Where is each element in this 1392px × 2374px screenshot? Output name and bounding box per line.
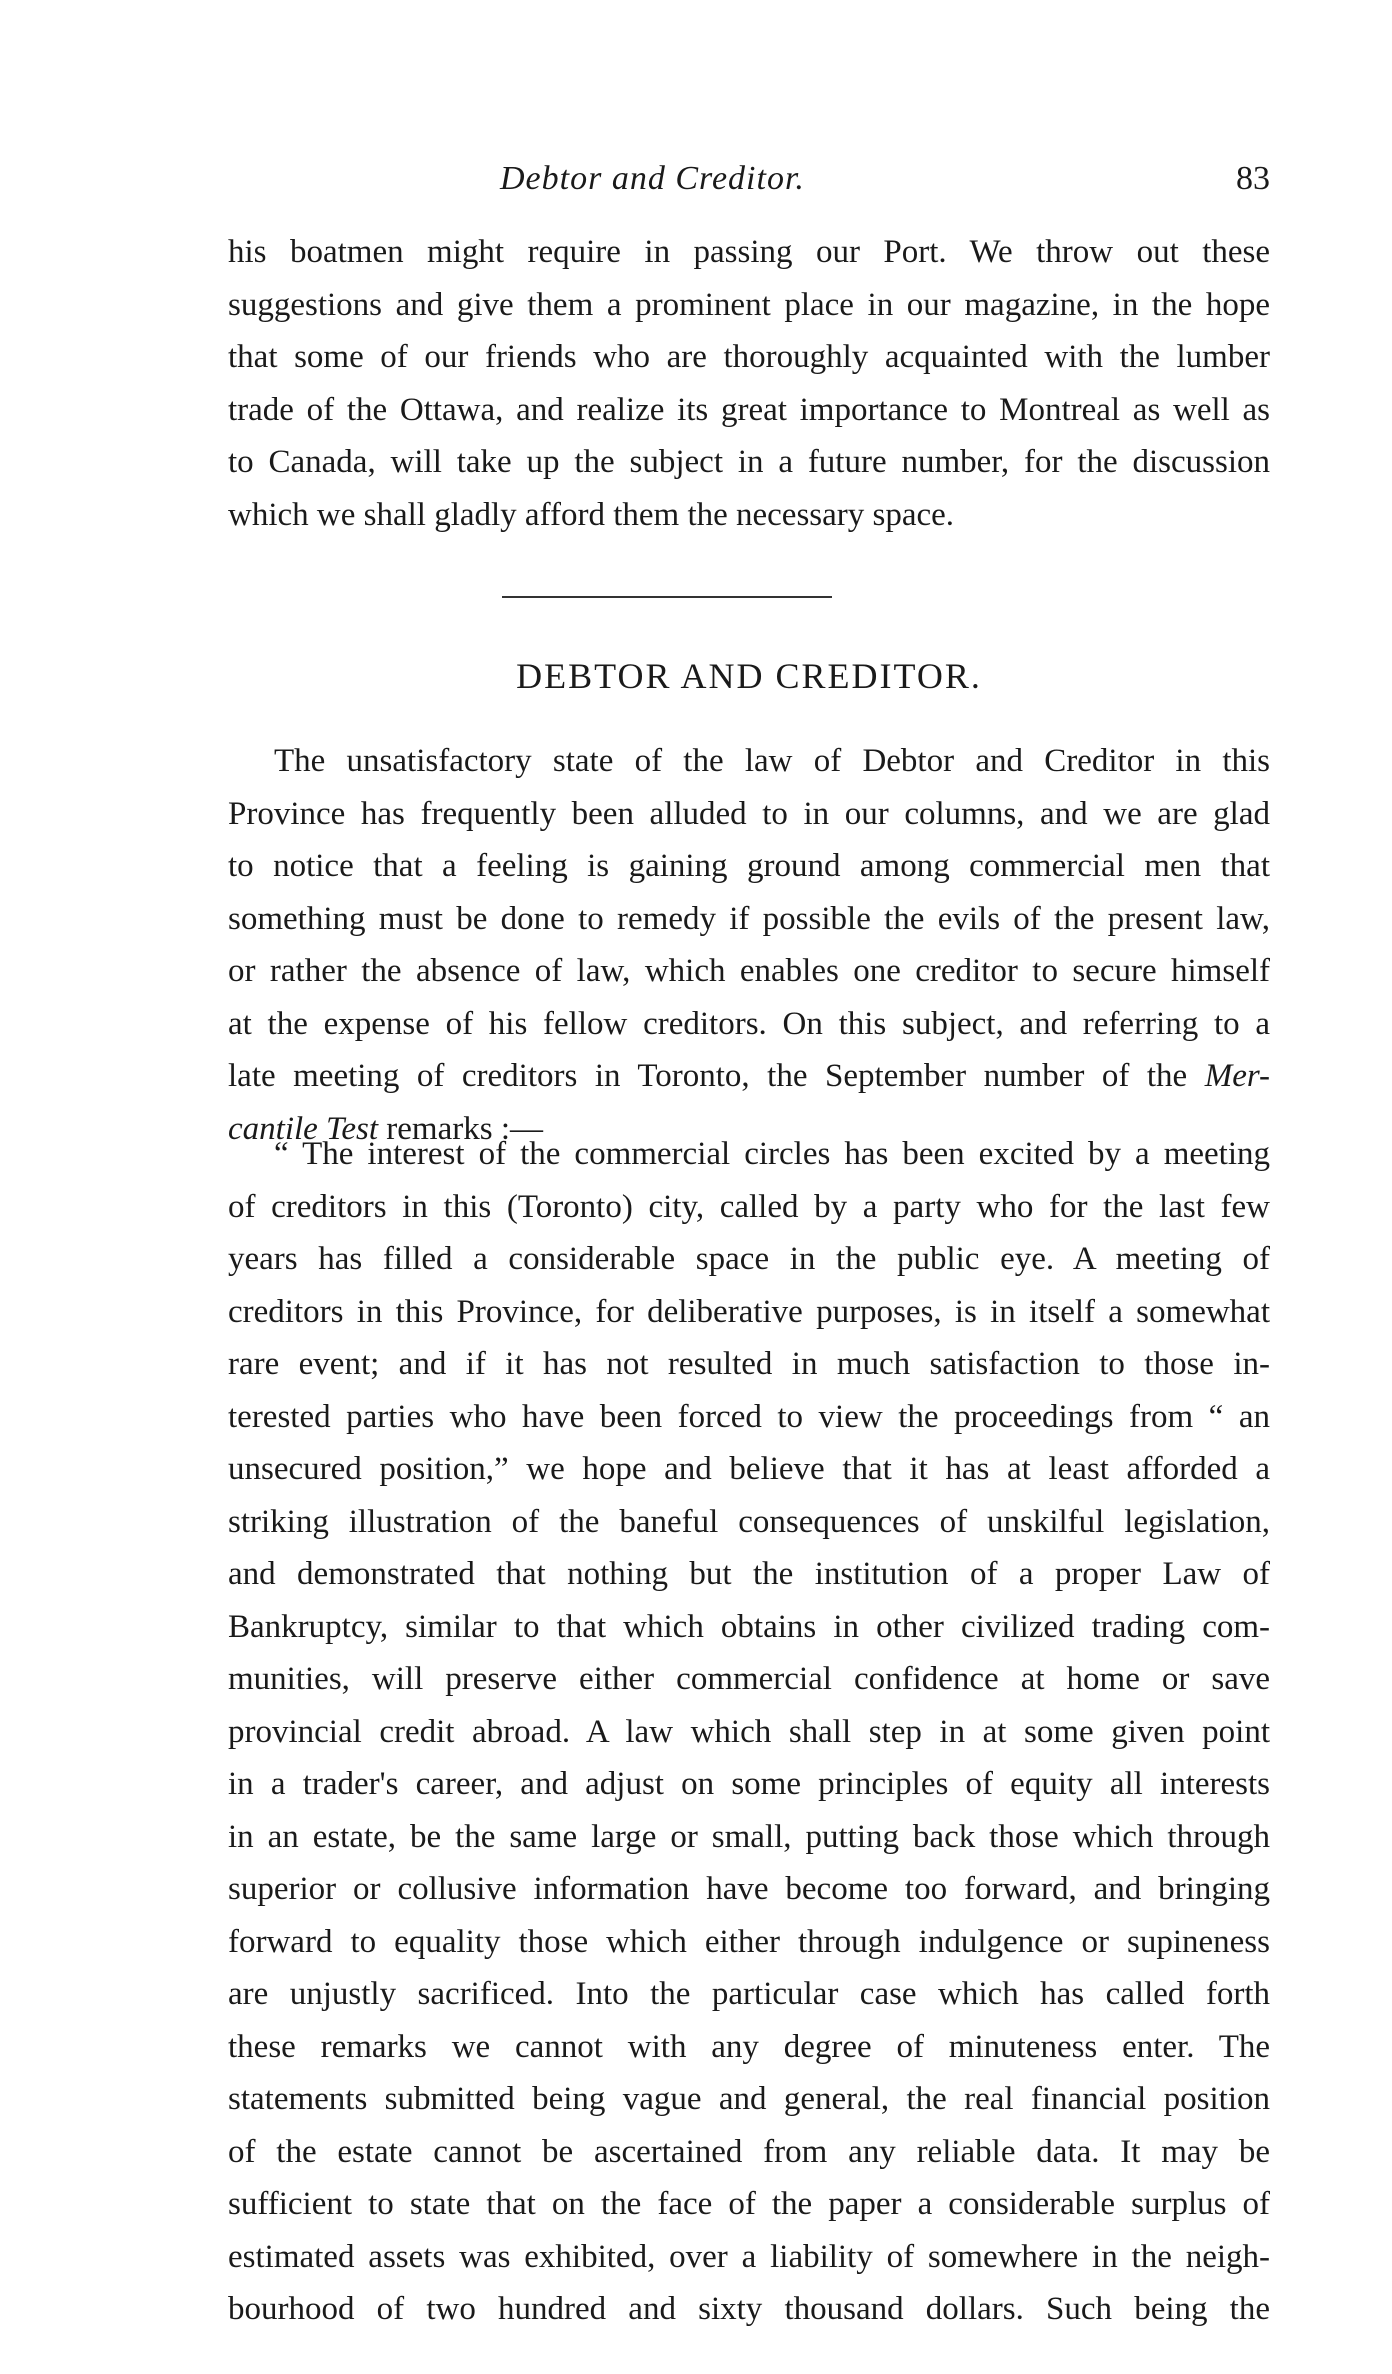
text-line: Province has frequently been alluded to in our columns, and we are glad [228, 795, 1270, 832]
text-line: of creditors in this (Toronto) city, called by a party who for the last few [228, 1188, 1270, 1225]
running-head [220, 160, 1270, 210]
text-line: terested parties who have been forced to view the proceedings from “ an [228, 1398, 1270, 1435]
text-line: his boatmen might require in passing our Port. We throw out these [228, 234, 1270, 270]
text-line: trade of the Ottawa, and realize its great importance to Montreal as well as [228, 391, 1270, 428]
text-line: creditors in this Province, for deliberative purposes, is in itself a somewhat [228, 1293, 1270, 1330]
text-line: in an estate, be the same large or small, putting back those which through [228, 1818, 1270, 1855]
text-line: “ The interest of the commercial circles has been excited by a meeting [274, 1136, 1270, 1172]
text-line: Bankruptcy, similar to that which obtains in other civilized trading com- [228, 1608, 1270, 1645]
running-title: Debtor and Creditor. [500, 160, 805, 197]
text-line: years has filled a considerable space in the public eye. A meeting of [228, 1241, 1270, 1277]
intro-paragraph [228, 735, 1270, 1155]
text-line: The unsatisfactory state of the law of Debtor and Creditor in this [274, 743, 1270, 779]
quoted-paragraph [228, 1128, 1270, 2336]
text-line: forward to equality those which either through indulgence or supineness [228, 1923, 1270, 1960]
text-line: these remarks we cannot with any degree of minuteness enter. The [228, 2028, 1270, 2065]
text-line: provincial credit abroad. A law which shall step in at some given point [228, 1713, 1270, 1750]
text-line: in a trader's career, and adjust on some principles of equity all interests [228, 1766, 1270, 1802]
text-line: munities, will preserve either commercial confidence at home or save [228, 1661, 1270, 1697]
text-line: at the expense of his fellow creditors. On this subject, and referring to a [228, 1005, 1270, 1042]
text-line-end: remarks :— [378, 1110, 543, 1147]
text-line: something must be done to remedy if possible the evils of the present law, [228, 900, 1270, 937]
text-line: of the estate cannot be ascertained from any reliable data. It may be [228, 2133, 1270, 2170]
text-line: and demonstrated that nothing but the institution of a proper Law of [228, 1556, 1270, 1592]
text-line [228, 1050, 1270, 1103]
continued-paragraph [228, 226, 1270, 541]
text-line: are unjustly sacrificed. Into the particular case which has called forth [228, 1976, 1270, 2012]
italic-publication-name-start: Mer- [1204, 1058, 1271, 1094]
text-line: which we shall gladly afford them the necessary space. [228, 496, 955, 533]
text-line: or rather the absence of law, which enables one creditor to secure himself [228, 953, 1270, 989]
text-line: that some of our friends who are thoroughly acquainted with the lumber [228, 339, 1270, 375]
text-line: to notice that a feeling is gaining ground among commercial men that [228, 848, 1270, 884]
text-line: to Canada, will take up the subject in a future number, for the discussion [228, 444, 1270, 480]
text-line: striking illustration of the baneful consequences of unskilful legislation, [228, 1503, 1270, 1540]
text-line: estimated assets was exhibited, over a liability of somewhere in the neigh- [228, 2238, 1270, 2275]
article-heading: DEBTOR AND CREDITOR. [516, 656, 982, 696]
section-divider [502, 596, 832, 598]
text-line: statements submitted being vague and general, the real financial position [228, 2081, 1270, 2117]
text-line-start: late meeting of creditors in Toronto, the September number of the [228, 1058, 1188, 1094]
text-line: bourhood of two hundred and sixty thousand dollars. Such being the [228, 2291, 1270, 2327]
italic-publication-name-end: cantile Test [228, 1110, 379, 1147]
page-number: 83 [1236, 160, 1270, 197]
text-line: suggestions and give them a prominent place in our magazine, in the hope [228, 286, 1270, 323]
text-line: unsecured position,” we hope and believe that it has at least afforded a [228, 1451, 1270, 1487]
text-line: superior or collusive information have become too forward, and bringing [228, 1871, 1270, 1907]
text-line: rare event; and if it has not resulted in much satisfaction to those in- [228, 1346, 1270, 1382]
text-line: sufficient to state that on the face of the paper a considerable surplus of [228, 2186, 1270, 2222]
